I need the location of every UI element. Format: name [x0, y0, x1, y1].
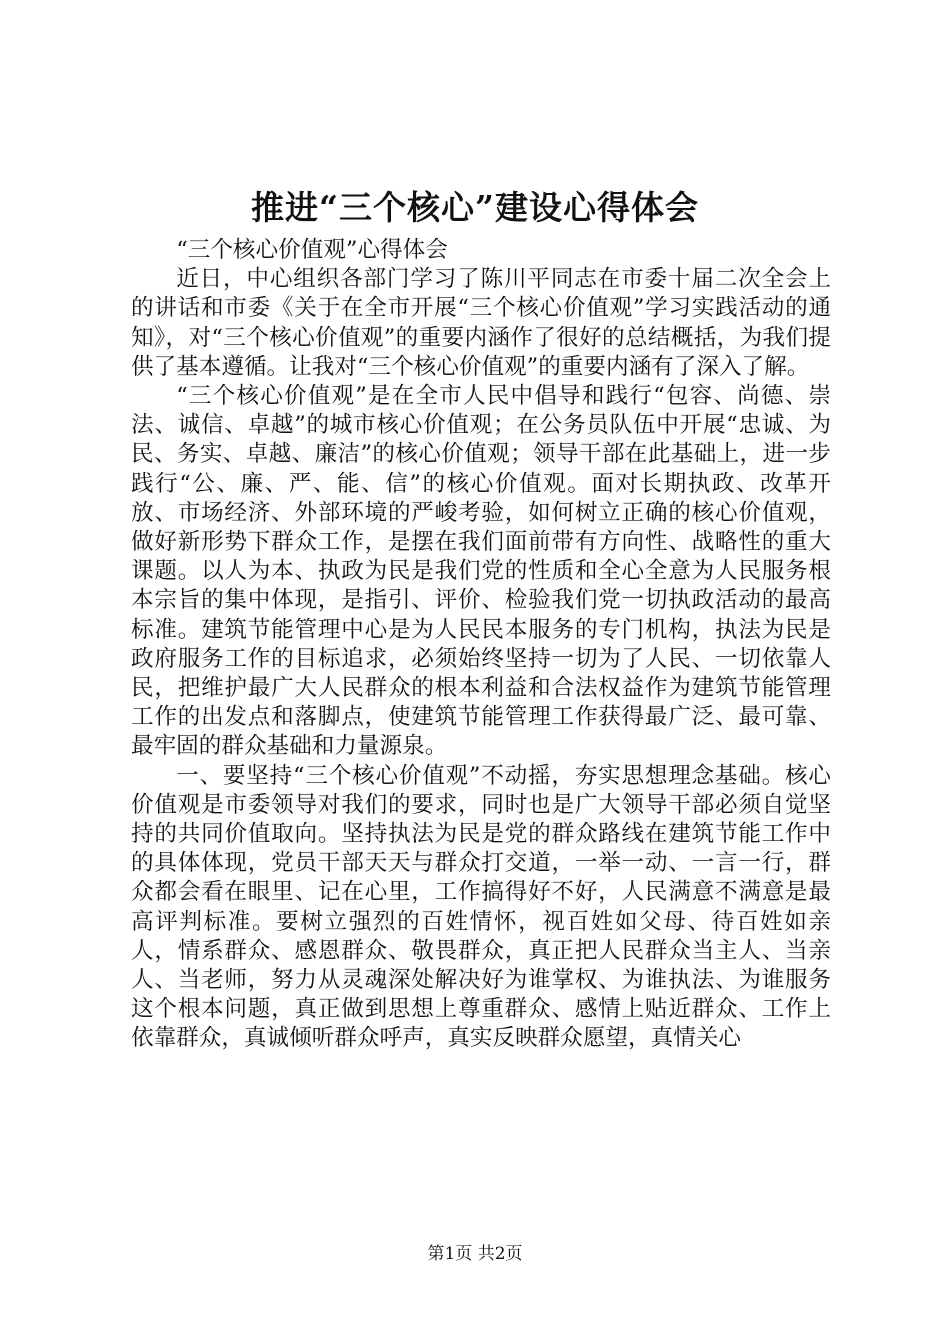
document-body: [131, 236, 831, 1054]
document-title: 推进“三个核心”建设心得体会: [251, 188, 699, 227]
body-paragraph: 一、要坚持“三个核心价值观”不动摇，夯实思想理念基础。核心价值观是市委领导对我们的要求，同时也是广大领导干部必须自觉坚持的共同价值取向。坚持执法为民是党的群众路线在建筑节能工作中的具体体现，党员干部天天与群众打交道，一举一动、一言一行，群众都会看在眼里、记在心里，工作搞得好不好，人民满意不满意是最高评判标准。要树立强烈的百姓情怀，视百姓如父母、待百姓如亲人，情系群众、感恩群众、敬畏群众，真正把人民群众当主人、当亲人、当老师，努力从灵魂深处解决好为谁掌权、为谁执法、为谁服务这个根本问题，真正做到思想上尊重群众、感情上贴近群众、工作上依靠群众，真诚倾听群众呼声，真实反映群众愿望，真情关心: [131, 762, 831, 1052]
subtitle-paragraph: “三个核心价值观”心得体会: [176, 237, 448, 263]
body-paragraph: “三个核心价值观”是在全市人民中倡导和践行“包容、尚德、崇法、诚信、卓越”的城市核心价值观；在公务员队伍中开展“忠诚、为民、务实、卓越、廉洁”的核心价值观；领导干部在此基础上，进一步践行“公、廉、严、能、信”的核心价值观。面对长期执政、改革开放、市场经济、外部环境的严峻考验，如何树立正确的核心价值观，做好新形势下群众工作，是摆在我们面前带有方向性、战略性的重大课题。以人为本、执政为民是我们党的性质和全心全意为人民服务根本宗旨的集中体现，是指引、评价、检验我们党一切执政活动的最高标准。建筑节能管理中心是为人民民本服务的专门机构，执法为民是政府服务工作的目标追求，必须始终坚持一切为了人民、一切依靠人民，把维护最广大人民群众的根本利益和合法权益作为建筑节能管理工作的出发点和落脚点，使建筑节能管理工作获得最广泛、最可靠、最牢固的群众基础和力量源泉。: [131, 383, 831, 760]
body-paragraph: 近日，中心组织各部门学习了陈川平同志在市委十届二次全会上的讲话和市委《关于在全市开展“三个核心价值观”学习实践活动的通知》，对“三个核心价值观”的重要内涵作了很好的总结概括，为我们提供了基本遵循。让我对“三个核心价值观”的重要内涵有了深入了解。: [131, 266, 831, 380]
page-number-footer: 第1页 共2页: [427, 1244, 523, 1264]
